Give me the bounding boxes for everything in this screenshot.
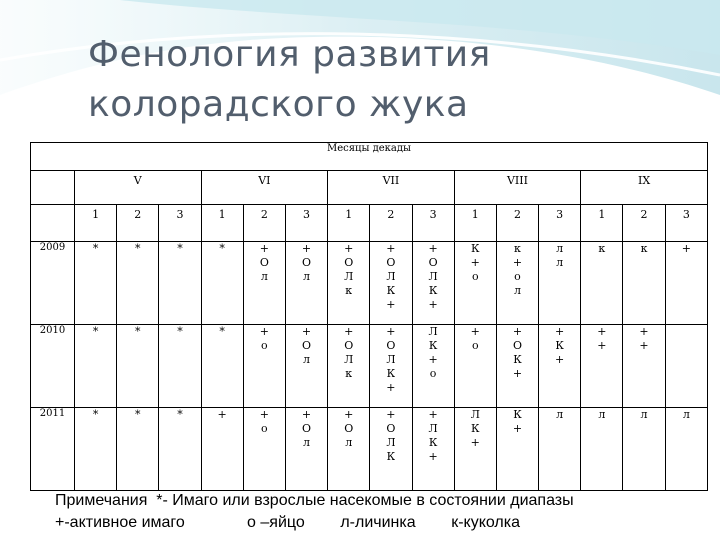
table-row (31, 325, 708, 408)
stage-symbol: л (640, 408, 648, 421)
stage-symbol: О (386, 339, 396, 352)
year-cell: 2009 (31, 242, 75, 325)
dekada-header: 3 (285, 205, 327, 242)
notes-line-1: Примечания *- Имаго или взрослые насекомые в состоянии диапазы (55, 492, 574, 509)
stage-symbol: Л (428, 270, 438, 283)
dekada-header: 1 (581, 205, 623, 242)
month-header: IX (581, 171, 708, 205)
stage-symbol: О (302, 256, 312, 269)
month-header: VI (201, 171, 328, 205)
stage-cell (581, 408, 623, 491)
stage-symbol: * (177, 242, 183, 255)
stage-cell (665, 325, 707, 408)
stage-cell (159, 242, 201, 325)
stage-cell (201, 408, 243, 491)
stage-symbol: л (303, 270, 311, 283)
stage-symbol: Л (344, 270, 354, 283)
stage-symbol: К (555, 339, 564, 352)
stage-symbol: + (512, 422, 523, 435)
stage-symbol: + (512, 367, 523, 380)
stage-symbol: к (514, 242, 521, 255)
stage-symbol: л (345, 436, 353, 449)
stage-symbol: * (92, 408, 99, 421)
dekada-header: 1 (328, 205, 370, 242)
year-cell: 2011 (31, 408, 75, 491)
dekada-header: 2 (623, 205, 665, 242)
corner-cell (31, 205, 75, 242)
stage-symbol: * (219, 242, 225, 255)
dekada-header: 2 (496, 205, 538, 242)
stage-symbol: К (471, 422, 480, 435)
stage-symbol: + (470, 436, 480, 449)
stage-symbol: Л (386, 353, 396, 366)
stage-symbol: + (386, 298, 396, 311)
stage-cell (243, 325, 285, 408)
stage-symbol: л (556, 242, 564, 255)
stage-symbol: * (92, 325, 99, 338)
stage-symbol: + (428, 242, 438, 255)
stage-symbol: Л (428, 422, 438, 435)
stage-cell (328, 242, 370, 325)
stage-symbol: + (217, 408, 227, 421)
stage-symbol: * (219, 325, 225, 338)
stage-cell (75, 325, 117, 408)
notes-line-2: +-активное имаго о –яйцо л-личинка к-куколка (55, 514, 521, 531)
stage-cell (370, 408, 412, 491)
stage-cell (159, 408, 201, 491)
stage-cell (201, 242, 243, 325)
dekada-header: 3 (539, 205, 581, 242)
stage-symbol: + (428, 450, 438, 463)
stage-symbol: * (135, 408, 141, 421)
title-line-1: Фенология развития (88, 34, 491, 75)
stage-symbol: + (386, 242, 396, 255)
stage-cell (285, 325, 327, 408)
table-row (31, 242, 708, 325)
stage-symbol: К (513, 353, 522, 366)
dekada-header: 3 (159, 205, 201, 242)
stage-symbol: + (512, 256, 523, 269)
stage-symbol: о (471, 270, 479, 283)
stage-symbol: О (386, 422, 396, 435)
stage-symbol: * (135, 242, 141, 255)
stage-cell (539, 408, 581, 491)
stage-cell (496, 408, 538, 491)
stage-symbol: К (428, 436, 438, 449)
stage-symbol: Л (428, 325, 438, 338)
stage-cell (581, 325, 623, 408)
dekada-header: 3 (412, 205, 454, 242)
stage-symbol: О (259, 256, 269, 269)
stage-symbol: + (259, 408, 269, 421)
stage-symbol: * (92, 242, 99, 255)
stage-symbol: л (303, 436, 311, 449)
stage-symbol: л (556, 256, 564, 269)
stage-symbol: * (177, 325, 183, 338)
stage-symbol: + (301, 408, 312, 421)
stage-cell (623, 242, 665, 325)
notes (55, 490, 695, 534)
dekada-header: 2 (370, 205, 412, 242)
stage-cell (454, 408, 496, 491)
month-header: V (75, 171, 202, 205)
stage-symbol: О (344, 339, 354, 352)
stage-symbol: + (428, 353, 438, 366)
stage-symbol: + (470, 325, 480, 338)
stage-symbol: О (302, 422, 312, 435)
stage-cell (623, 325, 665, 408)
stage-cell (454, 242, 496, 325)
stage-cell (159, 325, 201, 408)
stage-cell (581, 242, 623, 325)
stage-symbol: О (386, 256, 396, 269)
stage-symbol: К (428, 339, 438, 352)
dekada-header: 2 (243, 205, 285, 242)
stage-symbol: + (428, 298, 438, 311)
stage-symbol: л (303, 353, 311, 366)
title-line-2: колорадского жука (88, 84, 469, 125)
stage-symbol: + (681, 242, 691, 255)
stage-symbol: Л (344, 353, 354, 366)
stage-cell (285, 242, 327, 325)
stage-symbol: + (386, 325, 396, 338)
stage-symbol: К (386, 367, 396, 380)
stage-symbol: о (261, 422, 268, 435)
stage-cell (412, 325, 454, 408)
stage-symbol: к (640, 242, 648, 255)
stage-symbol: + (386, 408, 396, 421)
stage-cell (665, 408, 707, 491)
stage-cell (539, 325, 581, 408)
stage-symbol: о (261, 339, 268, 352)
stage-symbol: К (471, 242, 480, 255)
stage-symbol: + (301, 325, 312, 338)
stage-cell (665, 242, 707, 325)
stage-symbol: + (344, 325, 354, 338)
stage-symbol: к (345, 367, 353, 380)
stage-symbol: л (513, 284, 521, 297)
stage-symbol: К (386, 284, 396, 297)
stage-cell (75, 408, 117, 491)
stage-symbol: л (682, 408, 690, 421)
stage-symbol: О (344, 422, 354, 435)
stage-cell (370, 325, 412, 408)
stage-symbol: О (344, 256, 354, 269)
stage-symbol: о (514, 270, 521, 283)
stage-symbol: + (639, 339, 649, 352)
stage-symbol: + (344, 242, 354, 255)
stage-symbol: о (471, 339, 479, 352)
dekada-header: 1 (75, 205, 117, 242)
year-cell: 2010 (31, 325, 75, 408)
stage-symbol: + (344, 408, 354, 421)
corner-cell (31, 171, 75, 205)
dekada-header: 3 (665, 205, 707, 242)
stage-cell (243, 408, 285, 491)
stage-symbol: * (135, 325, 141, 338)
stage-symbol: + (555, 353, 565, 366)
stage-symbol: К (513, 408, 522, 421)
stage-cell (117, 325, 159, 408)
stage-cell (623, 408, 665, 491)
dekada-header: 2 (117, 205, 159, 242)
stage-symbol: к (598, 242, 606, 255)
stage-symbol: К (386, 450, 396, 463)
stage-cell (117, 242, 159, 325)
stage-symbol: + (597, 339, 607, 352)
stage-cell (285, 408, 327, 491)
stage-cell (117, 408, 159, 491)
stage-cell (496, 325, 538, 408)
stage-symbol: О (302, 339, 312, 352)
phenology-table (30, 142, 708, 491)
stage-symbol: + (597, 325, 607, 338)
stage-symbol: + (512, 325, 523, 338)
month-header: VII (328, 171, 455, 205)
stage-cell (412, 408, 454, 491)
table-row (31, 408, 708, 491)
stage-symbol: + (301, 242, 312, 255)
stage-symbol: + (386, 381, 396, 394)
stage-cell (75, 242, 117, 325)
slide-title (88, 30, 648, 130)
stage-symbol: Л (386, 270, 396, 283)
stage-symbol: О (428, 256, 438, 269)
stage-cell (243, 242, 285, 325)
stage-symbol: л (598, 408, 606, 421)
stage-cell (412, 242, 454, 325)
stage-symbol: О (512, 339, 522, 352)
stage-symbol: + (259, 242, 269, 255)
stage-symbol: о (429, 367, 437, 380)
stage-symbol: л (260, 270, 268, 283)
stage-symbol: + (470, 256, 480, 269)
stage-symbol: + (428, 408, 438, 421)
stage-symbol: + (639, 325, 649, 338)
stage-cell (496, 242, 538, 325)
month-header: VIII (454, 171, 581, 205)
dekada-header: 1 (454, 205, 496, 242)
stage-cell (201, 325, 243, 408)
stage-symbol: к (345, 284, 353, 297)
stage-symbol: Л (470, 408, 480, 421)
stage-cell (454, 325, 496, 408)
months-header: Месяцы декады (31, 143, 708, 171)
stage-cell (370, 242, 412, 325)
stage-cell (328, 325, 370, 408)
stage-symbol: Л (386, 436, 396, 449)
stage-cell (539, 242, 581, 325)
stage-symbol: + (555, 325, 565, 338)
stage-symbol: + (259, 325, 269, 338)
stage-symbol: * (177, 408, 183, 421)
stage-symbol: К (428, 284, 438, 297)
stage-cell (328, 408, 370, 491)
dekada-header: 1 (201, 205, 243, 242)
stage-symbol: л (556, 408, 564, 421)
